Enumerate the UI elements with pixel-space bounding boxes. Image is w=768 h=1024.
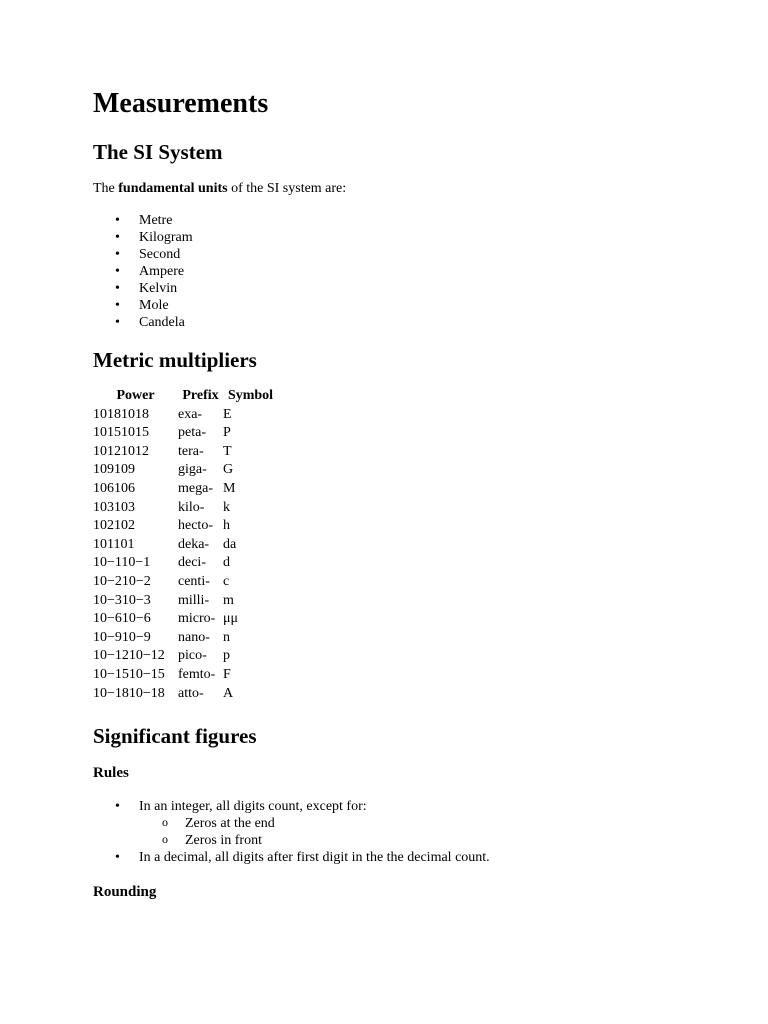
table-row bbox=[93, 629, 278, 648]
prefix-cell: exa- bbox=[178, 406, 203, 422]
symbol-cell: k bbox=[223, 499, 230, 515]
table-row bbox=[93, 517, 278, 536]
power-cell: 10−1210−12 bbox=[93, 648, 165, 664]
document-page bbox=[93, 86, 733, 902]
symbol-cell: m bbox=[223, 592, 234, 608]
table-row bbox=[93, 592, 278, 611]
symbol-cell: n bbox=[223, 629, 230, 645]
si-system-heading: The SI System bbox=[93, 140, 223, 164]
list-item: • Mole bbox=[93, 297, 733, 314]
power-cell: 101101 bbox=[93, 536, 135, 552]
power-cell: 10−610−6 bbox=[93, 611, 151, 627]
prefix-cell: centi- bbox=[178, 573, 210, 589]
power-cell: 10−1810−18 bbox=[93, 685, 165, 701]
intro-text-bold: fundamental units bbox=[118, 181, 228, 196]
power-cell: 10−910−9 bbox=[93, 629, 151, 645]
table-row bbox=[93, 647, 278, 666]
table-row bbox=[93, 610, 278, 629]
list-item: o Zeros at the end bbox=[139, 815, 733, 832]
power-cell: 10−310−3 bbox=[93, 592, 151, 608]
prefix-cell: milli- bbox=[178, 592, 210, 608]
si-units-list bbox=[93, 212, 733, 331]
list-item: • Ampere bbox=[93, 263, 733, 280]
list-item: • In a decimal, all digits after first digit in the the decimal count. bbox=[93, 849, 733, 866]
symbol-cell: G bbox=[223, 462, 234, 478]
si-intro-paragraph bbox=[93, 180, 733, 198]
symbol-cell: c bbox=[223, 573, 230, 589]
prefix-cell: mega- bbox=[178, 480, 213, 496]
rules-list bbox=[93, 798, 733, 866]
table-row bbox=[93, 424, 278, 443]
symbol-cell: da bbox=[223, 536, 237, 552]
prefix-cell: pico- bbox=[178, 648, 207, 664]
symbol-cell: d bbox=[223, 555, 230, 571]
symbol-cell: T bbox=[223, 443, 232, 459]
prefix-cell: micro- bbox=[178, 611, 216, 627]
metric-multipliers-heading: Metric multipliers bbox=[93, 348, 257, 372]
table-row bbox=[93, 666, 278, 685]
list-item: • Second bbox=[93, 246, 733, 263]
power-cell: 103103 bbox=[93, 499, 135, 515]
symbol-cell: μμ bbox=[223, 611, 239, 627]
list-item: o Zeros in front bbox=[139, 832, 733, 849]
power-cell: 10−1510−15 bbox=[93, 666, 165, 682]
power-cell: 10151015 bbox=[93, 425, 149, 441]
symbol-cell: p bbox=[223, 648, 230, 664]
symbol-cell: P bbox=[223, 425, 231, 441]
table-row bbox=[93, 461, 278, 480]
symbol-cell: E bbox=[223, 406, 232, 422]
rules-heading: Rules bbox=[93, 765, 129, 782]
list-item: • Candela bbox=[93, 314, 733, 331]
prefix-cell: giga- bbox=[178, 462, 207, 478]
list-item bbox=[93, 798, 733, 849]
intro-text-prefix: The bbox=[93, 181, 119, 196]
column-header-prefix: Prefix bbox=[182, 388, 219, 403]
symbol-cell: h bbox=[223, 518, 230, 534]
power-cell: 10−110−1 bbox=[93, 555, 151, 571]
table-row bbox=[93, 499, 278, 518]
rule-sublist bbox=[139, 815, 733, 849]
list-item: • Metre bbox=[93, 212, 733, 229]
prefix-cell: deka- bbox=[178, 536, 210, 552]
significant-figures-heading: Significant figures bbox=[93, 724, 257, 749]
table-row bbox=[93, 406, 278, 425]
power-cell: 106106 bbox=[93, 480, 135, 496]
column-header-symbol: Symbol bbox=[227, 388, 274, 403]
symbol-cell: M bbox=[223, 480, 236, 496]
prefix-cell: deci- bbox=[178, 555, 206, 571]
power-cell: 109109 bbox=[93, 462, 135, 478]
power-cell: 10121012 bbox=[93, 443, 149, 459]
list-item: • Kilogram bbox=[93, 229, 733, 246]
prefix-cell: peta- bbox=[178, 425, 206, 441]
prefix-cell: kilo- bbox=[178, 499, 205, 515]
table-row bbox=[93, 480, 278, 499]
table-row bbox=[93, 536, 278, 555]
prefix-cell: tera- bbox=[178, 443, 204, 459]
table-row bbox=[93, 443, 278, 462]
prefix-cell: atto- bbox=[178, 685, 204, 701]
rule-text: In an integer, all digits count, except for: bbox=[139, 799, 367, 815]
list-item: • Kelvin bbox=[93, 280, 733, 297]
column-header-power: Power bbox=[116, 388, 155, 403]
table-header-row bbox=[93, 387, 278, 406]
table-row bbox=[93, 554, 278, 573]
metric-multipliers-body bbox=[93, 406, 278, 704]
symbol-cell: F bbox=[223, 666, 231, 682]
page-title: Measurements bbox=[93, 88, 269, 119]
table-row bbox=[93, 685, 278, 704]
rounding-heading: Rounding bbox=[93, 884, 157, 901]
prefix-cell: nano- bbox=[178, 629, 210, 645]
power-cell: 10181018 bbox=[93, 406, 149, 422]
table-row bbox=[93, 573, 278, 592]
intro-text-suffix: of the SI system are: bbox=[227, 181, 347, 196]
prefix-cell: femto- bbox=[178, 666, 216, 682]
power-cell: 102102 bbox=[93, 518, 135, 534]
metric-multipliers-table bbox=[93, 387, 278, 703]
symbol-cell: A bbox=[223, 685, 234, 701]
power-cell: 10−210−2 bbox=[93, 573, 151, 589]
prefix-cell: hecto- bbox=[178, 518, 213, 534]
